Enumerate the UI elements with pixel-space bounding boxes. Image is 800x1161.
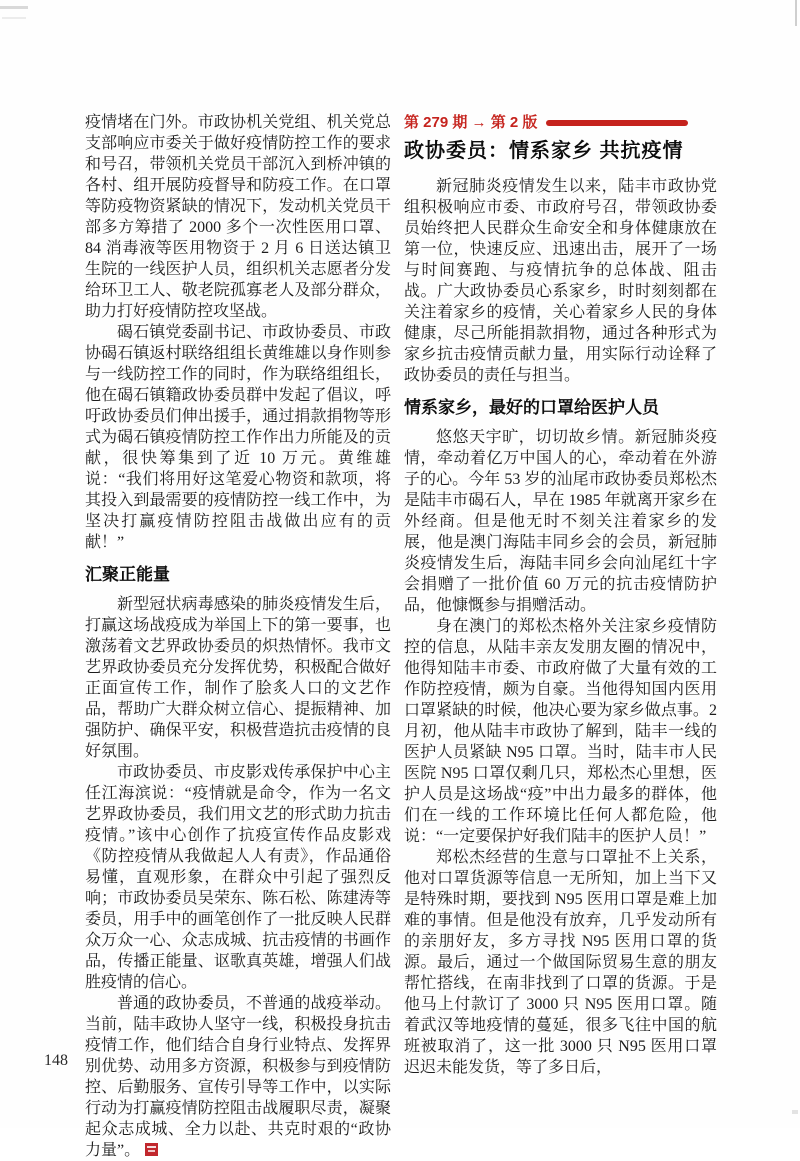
scan-artifact xyxy=(795,0,797,26)
article-end-seal-icon xyxy=(145,1143,158,1156)
left-column xyxy=(85,112,391,1161)
scan-artifact xyxy=(792,1110,798,1114)
paragraph: 碣石镇党委副书记、市政协委员、市政协碣石镇返村联络组组长黄维雄以身作则参与一线防控工作的同时，作为联络组组长，他在碣石镇籍政协委员群中发起了倡议，呼吁政协委员们伸出援手，通过捐款捐物等形式为碣石镇疫情防控工作作出力所能及的贡献，很快筹集到了近 10 万元。黄维雄说：“我们将用好这笔爱心物资和款项，将其投入到最需要的疫情防控一线工作中，为坚决打赢疫情防控阻击战做出应有的贡献！” xyxy=(85,324,391,551)
section-heading: 汇聚正能量 xyxy=(85,565,170,584)
paragraph: 新冠肺炎疫情发生以来，陆丰市政协党组积极响应市委、市政府号召，带领政协委员始终把人民群众生命安全和身体健康放在第一位，快速反应、迅速出击，展开了一场与时间赛跑、与疫情抗争的总体战、阻击战。广大政协委员心系家乡，时时刻刻都在关注着家乡的疫情，关心着家乡人民的身体健康，尽己所能捐款捐物，通过各种形式为家乡抗击疫情贡献力量，用实际行动诠释了政协委员的责任与担当。 xyxy=(404,178,717,384)
paragraph-continuation: 疫情堵在门外。市政协机关党组、机关党总支部响应市委关于做好疫情防控工作的要求和号召，带领机关党员干部沉入到桥冲镇的各村、组开展防疫督导和防疫工作。在口罩等防疫物资紧缺的情况下，发动机关党员干部多方筹措了 2000 多个一次性医用口罩、84 消毒液等医用物资于 2 月 6 日送达镇卫生院的一线医护人员，组织机关志愿者分发给环卫工人、敬老院孤寡老人及部分群众，助力打好疫情防控攻坚战。 xyxy=(85,114,391,320)
scan-artifact xyxy=(0,6,28,9)
right-column xyxy=(404,112,717,1078)
sub-heading: 情系家乡，最好的口罩给医护人员 xyxy=(404,398,659,417)
paragraph: 新型冠状病毒感染的肺炎疫情发生后，打赢这场战疫成为举国上下的第一要事，也激荡着文艺界政协委员的炽热情怀。我市文艺界政协委员充分发挥优势，积极配合做好正面宣传工作，制作了脍炙人口的文艺作品，帮助广大群众树立信心、提振精神、加强防护、确保平安，积极营造抗击疫情的良好氛围。 xyxy=(85,596,391,760)
scan-artifact xyxy=(2,17,26,19)
page-number: 148 xyxy=(44,1052,68,1069)
issue-number-label: 第 279 期 → 第 2 版 xyxy=(404,114,538,131)
paragraph-final xyxy=(85,993,391,1161)
paragraph: 身在澳门的郑松杰格外关注家乡疫情防控的信息，从陆丰亲友发朋友圈的情况中，他得知陆丰市委、市政府做了大量有效的工作防控疫情，颇为自豪。当他得知国内医用口罩紧缺的时候，他决心要为家乡做点事。2 月初，他从陆丰市政协了解到，陆丰一线的医护人员紧缺 N95 口罩。当时，陆丰市人民医院 N95 口罩仅剩几只，郑松杰心里想，医护人员是这场战“疫”中出力最多的群体，他们在一线的工作环境比任何人都危险，他说：“一定要保护好我们陆丰的医护人员！” xyxy=(404,618,717,845)
issue-header xyxy=(404,114,717,131)
paragraph: 郑松杰经营的生意与口罩扯不上关系，他对口罩货源等信息一无所知，加上当下又是特殊时期，要找到 N95 医用口罩是难上加难的事情。但是他没有放弃，几乎发动所有的亲朋好友，多方寻找 N95 医用口罩的货源。最后，通过一个做国际贸易生意的朋友帮忙搭线，在南非找到了口罩的货源。于是他马上付款订了 3000 只 N95 医用口罩。随着武汉等地疫情的蔓延，很多飞往中国的航班被取消了，这一批 3000 只 N95 医用口罩迟迟未能发货，等了多日后， xyxy=(404,849,717,1076)
paragraph: 悠悠天宇旷，切切故乡情。新冠肺炎疫情，牵动着亿万中国人的心，牵动着在外游子的心。今年 53 岁的汕尾市政协委员郑松杰是陆丰市碣石人，早在 1985 年就离开家乡在外经商。但是他无时不刻关注着家乡的发展，他是澳门海陆丰同乡会的会员，新冠肺炎疫情发生后，海陆丰同乡会向汕尾红十字会捐赠了一批价值 60 万元的抗击疫情防护品，他慷慨参与捐赠活动。 xyxy=(404,429,717,614)
paragraph: 市政协委员、市皮影戏传承保护中心主任江海滨说：“疫情就是命令，作为一名文艺界政协委员，我们用文艺的形式助力抗击疫情。”该中心创作了抗疫宣传作品皮影戏《防控疫情从我做起人人有责》，作品通俗易懂，直观形象，在群众中引起了强烈反响；市政协委员吴荣东、陈石松、陈建涛等委员，用手中的画笔创作了一批反映人民群众万众一心、众志成城、抗击疫情的书画作品，传播正能量、讴歌真英雄，增强人们战胜疫情的信心。 xyxy=(85,764,391,991)
article-headline: 政协委员：情系家乡 共抗疫情 xyxy=(404,140,684,162)
paragraph-text: 普通的政协委员，不普通的战疫举动。当前，陆丰政协人坚守一线，积极投身抗击疫情工作，他们结合自身行业特点、发挥界别优势、动用多方资源，积极参与到疫情防控、后勤服务、宣传引导等工作中，以实际行动为打赢疫情防控阻击战履职尽责，凝聚起众志成城、全力以赴、共克时艰的“政协力量”。 xyxy=(85,995,391,1159)
red-rule-bar xyxy=(546,120,688,126)
